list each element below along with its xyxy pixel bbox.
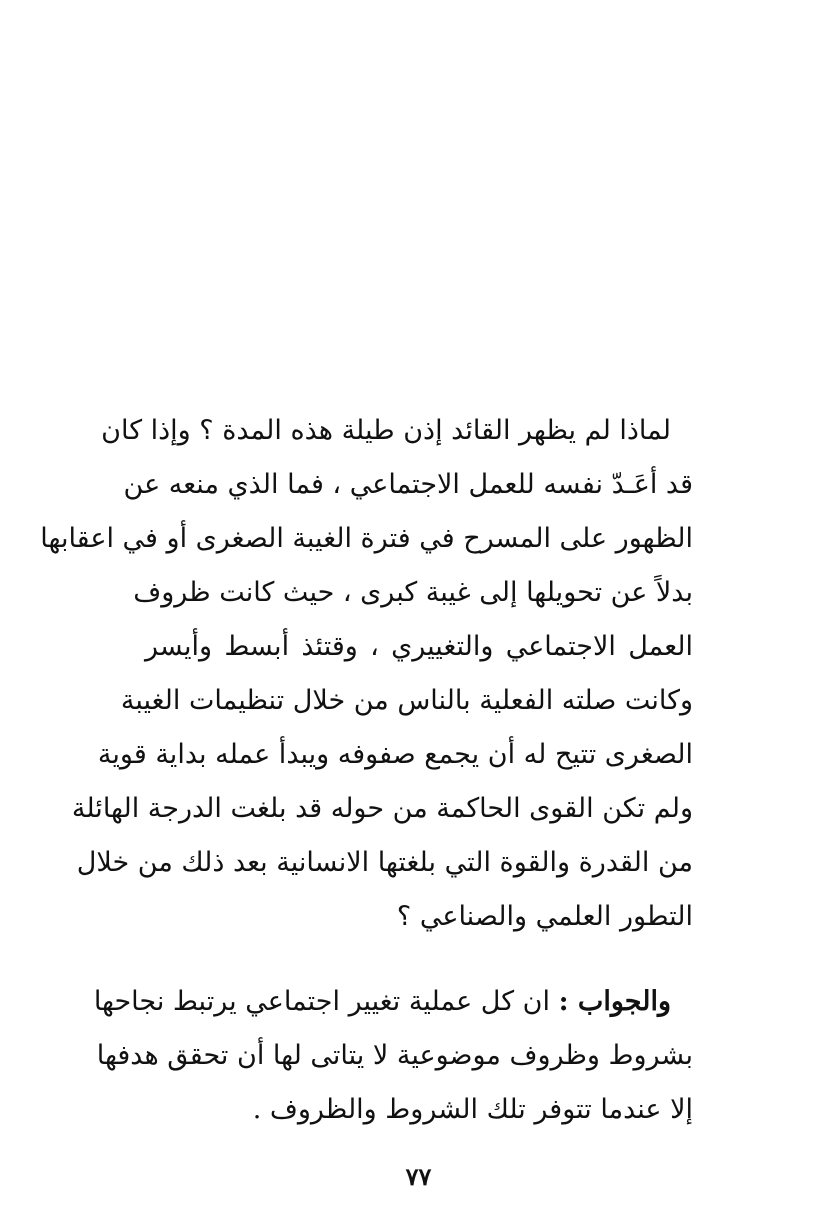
paragraph-line: لماذا لم يظهر القائد إذن طيلة هذه المدة ؟ وإذا كان: [101, 415, 671, 446]
paragraph-line: إلا عندما تتوفر تلك الشروط والظروف .: [252, 1094, 693, 1125]
paragraph-answer: [93, 975, 693, 1137]
paragraph-line: بدلاً عن تحويلها إلى غيبة كبرى ، حيث كانت ظروف: [133, 577, 693, 608]
paragraph-line: الصغرى تتيح له أن يجمع صفوفه ويبدأ عمله بداية قوية: [97, 739, 693, 770]
paragraph-line: التطور العلمي والصناعي ؟: [396, 901, 693, 932]
paragraph-line: ولم تكن القوى الحاكمة من حوله قد بلغت الدرجة الهائلة: [71, 793, 693, 824]
paragraph-line: بشروط وظروف موضوعية لا يتاتى لها أن تحقق هدفها: [96, 1040, 693, 1071]
paragraph-line-text: ان كل عملية تغيير اجتماعي يرتبط نجاحها: [93, 986, 559, 1017]
paragraph-line: من القدرة والقوة التي بلغتها الانسانية بعد ذلك من خلال: [76, 847, 693, 878]
page-number: ٧٧: [405, 1162, 432, 1191]
paragraph-line: وكانت صلته الفعلية بالناس من خلال تنظيمات الغيبة: [120, 685, 693, 716]
paragraph-line: العمل الاجتماعي والتغييري ، وقتئذ أبسط وأيسر: [145, 631, 693, 662]
paragraph-line: الظهور على المسرح في فترة الغيبة الصغرى أو في اعقابها: [40, 523, 693, 554]
paragraph-line: قد أعَـدّ نفسه للعمل الاجتماعي ، فما الذي منعه عن: [123, 469, 693, 500]
paragraph-question: [40, 404, 693, 944]
answer-lead-word: والجواب :: [558, 986, 671, 1017]
paragraph-line-first: [93, 975, 693, 1029]
